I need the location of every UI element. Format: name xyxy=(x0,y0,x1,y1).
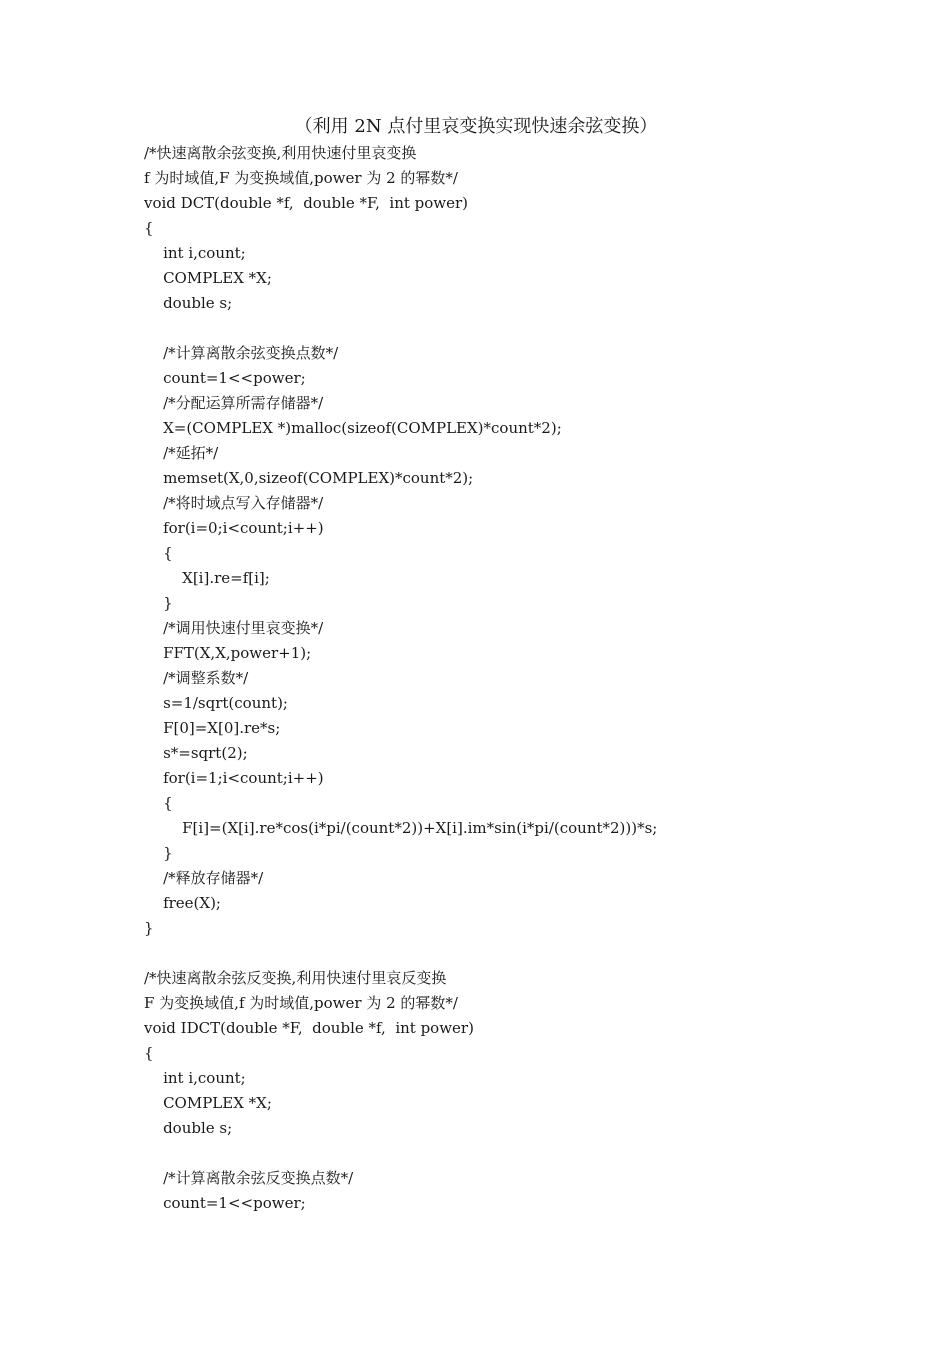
code-line: /*计算离散余弦变换点数*/ xyxy=(144,344,339,362)
code-line: FFT(X,X,power+1); xyxy=(144,644,312,662)
code-line: } xyxy=(144,594,173,612)
code-line: memset(X,0,sizeof(COMPLEX)*count*2); xyxy=(144,469,474,487)
code-line: /*延拓*/ xyxy=(144,444,219,462)
code-line: count=1<<power; xyxy=(144,1194,306,1212)
code-line: int i,count; xyxy=(144,1069,246,1087)
code-line: /*释放存储器*/ xyxy=(144,869,264,887)
code-line: COMPLEX *X; xyxy=(144,269,272,287)
code-line: /*计算离散余弦反变换点数*/ xyxy=(144,1169,354,1187)
code-line: free(X); xyxy=(144,894,221,912)
code-line: X=(COMPLEX *)malloc(sizeof(COMPLEX)*count*2); xyxy=(144,419,562,437)
code-line: void IDCT(double *F, double *f, int power) xyxy=(144,1019,474,1037)
code-line: } xyxy=(144,844,173,862)
code-line: X[i].re=f[i]; xyxy=(144,569,270,587)
code-line: { xyxy=(144,1044,154,1062)
code-line: } xyxy=(144,919,154,937)
code-line: count=1<<power; xyxy=(144,369,306,387)
code-line: /*快速离散余弦反变换,利用快速付里哀反变换 xyxy=(144,969,447,987)
code-block xyxy=(144,141,934,1216)
code-line: /*调整系数*/ xyxy=(144,669,249,687)
code-line: /*调用快速付里哀变换*/ xyxy=(144,619,324,637)
code-line: void DCT(double *f, double *F, int power) xyxy=(144,194,469,212)
document-title: （利用 2N 点付里哀变换实现快速余弦变换） xyxy=(294,116,658,137)
code-line: for(i=1;i<count;i++) xyxy=(144,769,324,787)
code-line: f 为时域值,F 为变换域值,power 为 2 的幂数*/ xyxy=(144,169,458,187)
code-line: int i,count; xyxy=(144,244,246,262)
code-line: s=1/sqrt(count); xyxy=(144,694,288,712)
code-line: COMPLEX *X; xyxy=(144,1094,272,1112)
code-line: /*将时域点写入存储器*/ xyxy=(144,494,324,512)
code-line xyxy=(144,316,934,341)
code-line: F[i]=(X[i].re*cos(i*pi/(count*2))+X[i].im*sin(i*pi/(count*2)))*s; xyxy=(144,819,658,837)
code-line: { xyxy=(144,219,154,237)
code-line: F[0]=X[0].re*s; xyxy=(144,719,281,737)
code-line: double s; xyxy=(144,1119,233,1137)
code-line: for(i=0;i<count;i++) xyxy=(144,519,324,537)
code-line: F 为变换域值,f 为时域值,power 为 2 的幂数*/ xyxy=(144,994,458,1012)
code-line xyxy=(144,941,934,966)
code-line xyxy=(144,1141,934,1166)
code-line: /*分配运算所需存储器*/ xyxy=(144,394,324,412)
code-line: { xyxy=(144,794,173,812)
code-line: { xyxy=(144,544,173,562)
code-line: s*=sqrt(2); xyxy=(144,744,248,762)
code-line: /*快速离散余弦变换,利用快速付里哀变换 xyxy=(144,144,417,162)
code-line: double s; xyxy=(144,294,233,312)
